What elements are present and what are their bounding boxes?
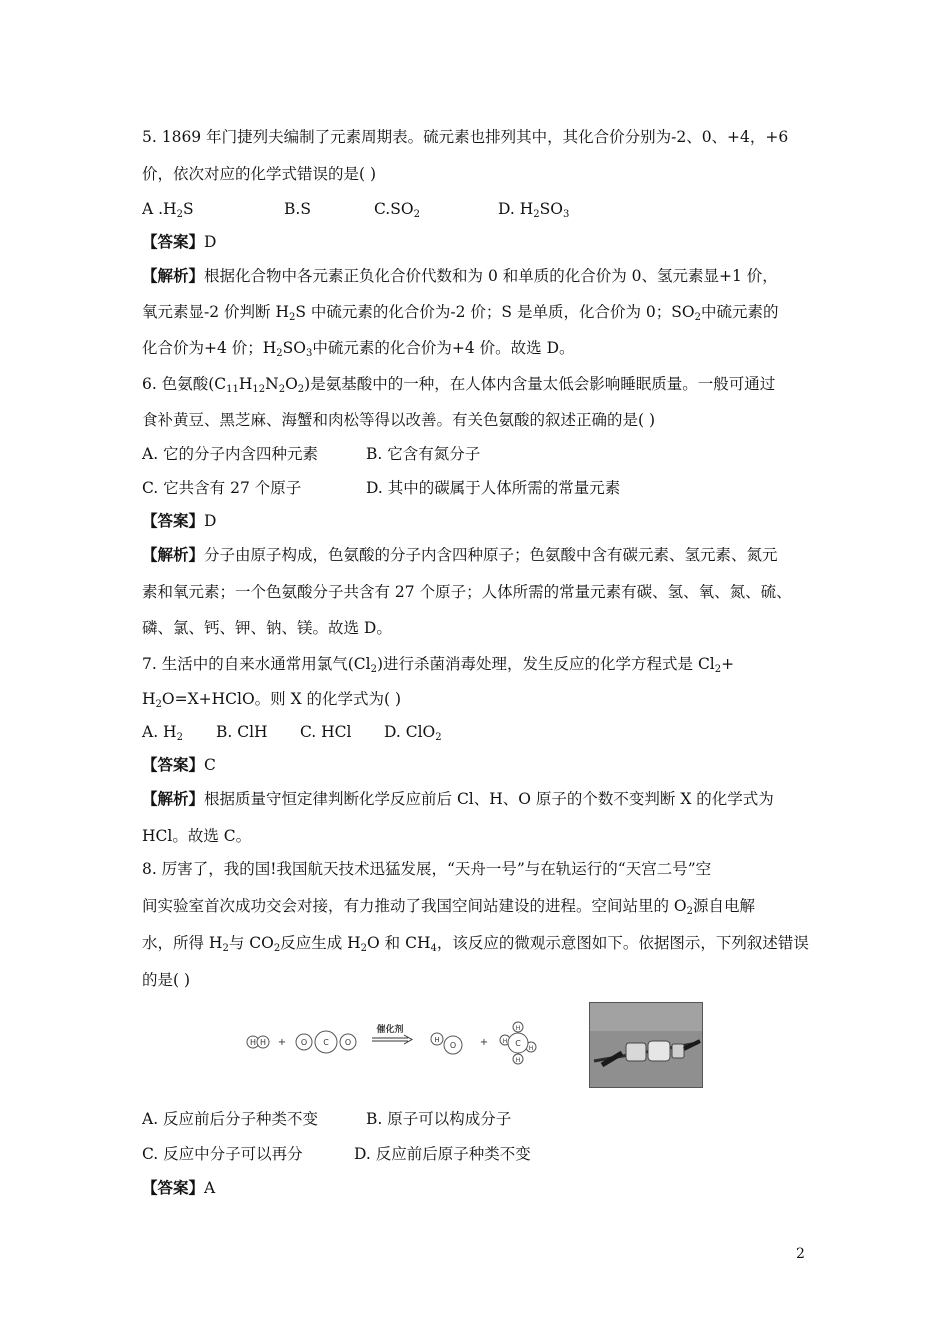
svg-text:O: O: [344, 1038, 352, 1047]
svg-text:H: H: [259, 1038, 267, 1047]
q6-stem-line2: 食补黄豆、黑芝麻、海蟹和肉松等得以改善。有关色氨酸的叙述正确的是( ): [142, 411, 656, 429]
svg-text:+: +: [479, 1037, 489, 1048]
svg-text:催化剂: 催化剂: [376, 1025, 404, 1035]
q6-option-b: B. 它含有氮分子: [366, 445, 481, 463]
q8-option-c: C. 反应中分子可以再分: [142, 1145, 303, 1163]
svg-text:H: H: [249, 1038, 257, 1047]
q8-option-a: A. 反应前后分子种类不变: [142, 1110, 319, 1128]
svg-text:C: C: [323, 1038, 329, 1047]
q7-option-d: D. ClO$_2$: [384, 723, 442, 743]
q8-answer: 【答案】A: [142, 1178, 216, 1197]
q6-answer: 【答案】D: [142, 511, 217, 530]
q7-stem-line1: 7. 生活中的自来水通常用氯气$(Cl_2)$进行杀菌消毒处理，发生反应的化学方程式是 $Cl_2+$: [142, 655, 735, 675]
svg-text:H: H: [515, 1025, 521, 1032]
q7-analysis-line2: HCl。故选 C。: [142, 827, 252, 845]
svg-text:+: +: [277, 1037, 287, 1048]
reaction-diagram: [244, 1012, 544, 1068]
svg-text:O: O: [300, 1038, 308, 1047]
q6-analysis-line3: 磷、氯、钙、钾、钠、镁。故选 D。: [142, 619, 392, 637]
q8-stem-line1: 8. 厉害了，我的国!我国航天技术迅猛发展，“天舟一号”与在轨运行的“天宫二号”空: [142, 860, 712, 878]
q7-analysis-line1: 【解析】根据质量守恒定律判断化学反应前后 Cl、H、O 原子的个数不变判断 X 的化学式为: [142, 789, 774, 808]
q5-option-a: A $.H_2S$: [142, 200, 194, 220]
spacecraft-photo: [589, 1002, 703, 1088]
carbon-dioxide-molecule: [296, 1031, 356, 1053]
svg-text:H: H: [502, 1038, 508, 1045]
q7-answer: 【答案】C: [142, 755, 216, 774]
q5-analysis-line3: 化合价为+4 价；$H_2SO_3$中硫元素的化合价为+4 价。故选 D。: [142, 339, 575, 359]
q7-option-c: C. HCl: [300, 723, 352, 741]
q6-analysis-line2: 素和氧元素；一个色氨酸分子共含有 27 个原子；人体所需的常量元素有碳、氢、氧、氮、硫、: [142, 583, 792, 601]
q6-option-d: D. 其中的碳属于人体所需的常量元素: [366, 479, 621, 497]
q6-analysis-line1: 【解析】分子由原子构成，色氨酸的分子内含四种原子；色氨酸中含有碳元素、氢元素、氮元: [142, 545, 778, 564]
hydrogen-molecule: [247, 1036, 269, 1048]
q7-stem-line2: $H_2O=X+HClO$。则 X 的化学式为( ): [142, 690, 402, 710]
svg-text:H: H: [434, 1036, 440, 1044]
q6-option-a: A. 它的分子内含四种元素: [142, 445, 319, 463]
reaction-arrow: [372, 1023, 412, 1044]
q7-option-b: B. ClH: [216, 723, 268, 741]
q5-stem-line1: 5. 1869 年门捷列夫编制了元素周期表。硫元素也排列其中，其化合价分别为-2、0、+4，+6: [142, 128, 789, 146]
q5-analysis-line2: 氧元素显-2 价判断 $H_2S$ 中硫元素的化合价为-2 价；S 是单质，化合价为 0；$SO_2$中硫元素的: [142, 303, 779, 323]
svg-text:C: C: [515, 1039, 521, 1048]
svg-text:H: H: [528, 1045, 534, 1052]
q8-stem-line2: 间实验室首次成功交会对接，有力推动了我国空间站建设的进程。空间站里的 $O_2$源自电解: [142, 897, 756, 917]
water-molecule: [431, 1033, 462, 1054]
q5-stem-line2: 价，依次对应的化学式错误的是( ): [142, 165, 377, 183]
q8-stem-line3: 水，所得 $H_2$与 $CO_2$反应生成 $H_2O$ 和 $CH_4$，该反应的微观示意图如下。依据图示，下列叙述错误: [142, 934, 809, 954]
q6-stem-line1: 6. 色氨酸$(C_{11}H_{12}N_2O_2)$是氨基酸中的一种，在人体内含量太低会影响睡眠质量。一般可通过: [142, 375, 776, 395]
q6-option-c: C. 它共含有 27 个原子: [142, 479, 302, 497]
q5-option-b: B.S: [284, 200, 311, 218]
q8-option-d: D. 反应前后原子种类不变: [354, 1145, 531, 1163]
q8-option-b: B. 原子可以构成分子: [366, 1110, 512, 1128]
page-number: 2: [796, 1246, 805, 1262]
q8-stem-line4: 的是( ): [142, 971, 191, 989]
methane-molecule: [500, 1022, 536, 1064]
q5-option-c: $C.SO_2$: [374, 200, 420, 220]
q5-answer: 【答案】D: [142, 232, 217, 251]
svg-text:O: O: [449, 1041, 457, 1050]
q5-analysis-line1: 【解析】根据化合物中各元素正负化合价代数和为 0 和单质的化合价为 0、氢元素显+1 价，: [142, 266, 778, 285]
svg-text:H: H: [515, 1057, 521, 1064]
q5-option-d: D. $H_2SO_3$: [498, 200, 570, 220]
q7-option-a: A. $H_2$: [142, 723, 183, 743]
